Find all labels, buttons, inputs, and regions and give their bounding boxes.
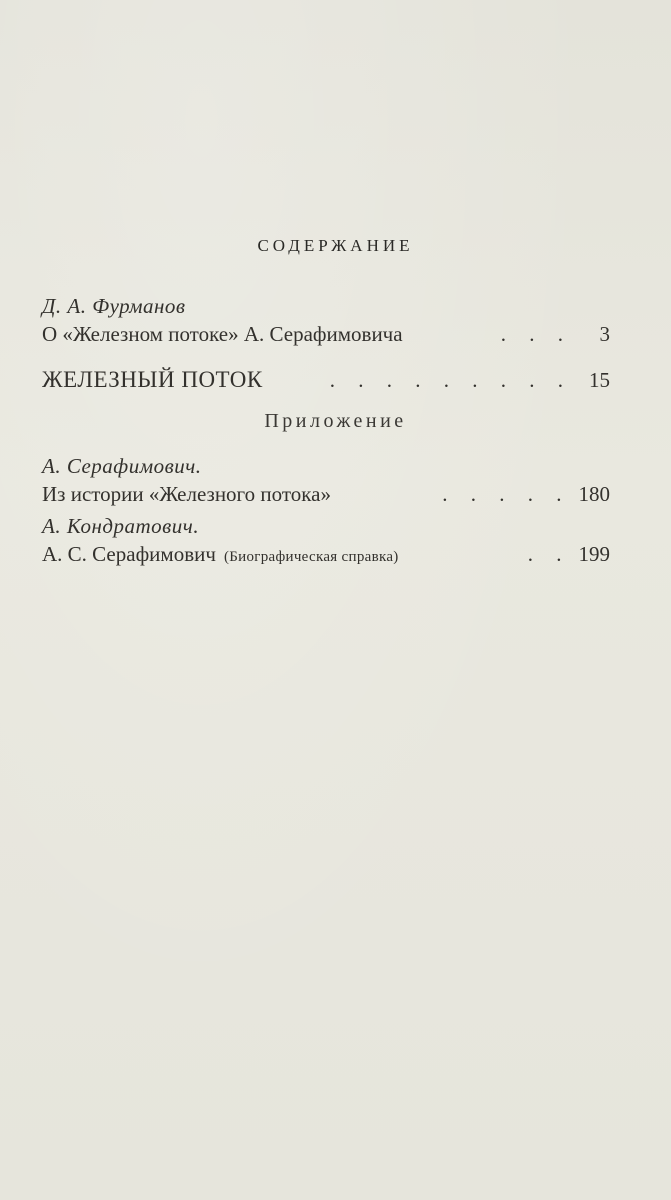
toc-leader-dots: . . . . . . . . . <box>329 368 572 392</box>
toc-entry-subtitle: (Биографическая справка) <box>223 549 399 565</box>
toc-page-number: 180 <box>578 482 610 506</box>
toc-entry-author: Д. А. Фурманов <box>42 294 186 318</box>
toc-entry-line <box>42 366 610 394</box>
toc-entry-line <box>42 480 610 508</box>
toc-page-number: 199 <box>578 542 610 566</box>
toc-leader-dots: . . . <box>500 322 572 346</box>
toc-entry-title: О «Железном потоке» А. Серафимовича <box>42 322 403 346</box>
toc-entry-furmanov <box>42 292 610 348</box>
toc-entry-title: А. С. Серафимович <box>42 542 216 566</box>
toc-appendix-label: Приложение <box>264 410 407 432</box>
toc-entry-kondratovich <box>42 512 610 571</box>
toc-entry-main-novel <box>42 366 610 394</box>
toc-page-number: 3 <box>599 322 610 346</box>
toc-leader-dots: . . . . . <box>442 482 571 506</box>
toc-entry-title: Из истории «Железного потока» <box>42 482 331 506</box>
toc-page-number: 15 <box>589 368 610 392</box>
toc-entry-author: А. Кондратович. <box>42 514 200 538</box>
toc-leader-dots: . . <box>527 542 571 566</box>
toc-entry-title: ЖЕЛЕЗНЫЙ ПОТОК <box>42 367 263 392</box>
toc-heading: СОДЕРЖАНИЕ <box>257 236 414 255</box>
toc-entry-author: А. Серафимович. <box>42 454 202 478</box>
toc-entry-serafimovich <box>42 452 610 508</box>
toc-entry-line <box>42 320 610 348</box>
toc-entry-line <box>42 540 610 571</box>
